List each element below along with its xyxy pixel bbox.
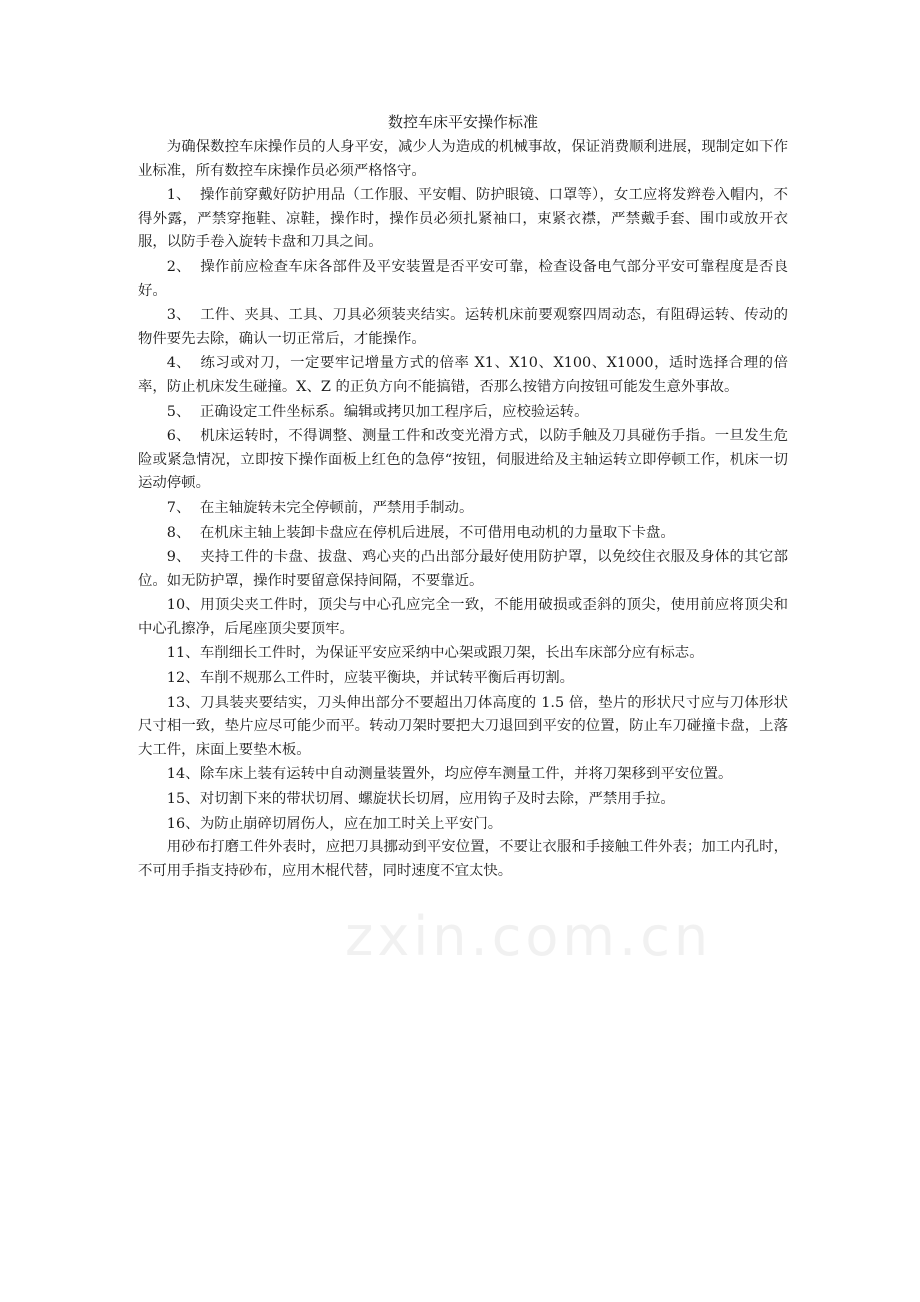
rule-text: 在主轴旋转未完全停顿前，严禁用手制动。 [199, 499, 474, 516]
rule-text: 工件、夹具、工具、刀具必须装夹结实。运转机床前要观察四周动态，有阻碍运转、传动的物件要先去除，确认一切正常后，才能操作。 [138, 307, 788, 347]
rule-text: 车削不规那么工件时，应装平衡块，并试转平衡后再切割。 [199, 670, 575, 687]
rule-number: 1、 [166, 187, 191, 204]
rule-item [138, 497, 788, 521]
rule-number: 12、 [166, 670, 200, 687]
rule-text: 在机床主轴上装卸卡盘应在停机后进展，不可借用电动机的力量取下卡盘。 [199, 524, 675, 541]
document-title: 数控车床平安操作标准 [387, 113, 538, 131]
rule-number: 4、 [166, 355, 191, 372]
rule-item [138, 692, 788, 763]
rule-text: 练习或对刀，一定要牢记增量方式的倍率 X1、X10、X100、X1000，适时选择合理的倍率，防止机床发生碰撞。X、Z 的正负方向不能搞错，否那么按错方向按钮可能发生意外事故。 [138, 355, 788, 395]
rules-list [138, 184, 788, 836]
rule-text: 操作前穿戴好防护用品（工作服、平安帽、防护眼镜、口罩等），女工应将发辫卷入帽内，不得外露，严禁穿拖鞋、凉鞋，操作时，操作员必须扎紧袖口，束紧衣襟，严禁戴手套、围巾或放开衣服，以防手卷入旋转卡盘和刀具之间。 [138, 187, 788, 251]
rule-item [138, 522, 788, 546]
rule-item [138, 594, 788, 641]
rule-text: 用顶尖夹工件时，顶尖与中心孔应完全一致，不能用破损或歪斜的顶尖，使用前应将顶尖和中心孔擦净，后尾座顶尖要顶牢。 [138, 597, 788, 637]
rule-text: 操作前应检查车床各部件及平安装置是否平安可靠，检查设备电气部分平安可靠程度是否良好。 [138, 258, 788, 299]
rule-item [138, 401, 788, 425]
rule-text: 刀具装夹要结实，刀头伸出部分不要超出刀体高度的 1.5 倍，垫片的形状尺寸应与刀体形状尺寸相一致，垫片应尽可能少而平。转动刀架时要把大刀退回到平安的位置，防止车刀碰撞卡盘，上落大工件，床面上要垫木板。 [138, 694, 788, 758]
rule-item [138, 352, 788, 399]
document-page [138, 110, 788, 883]
rule-text: 对切割下来的带状切屑、螺旋状长切屑，应用钩子及时去除，严禁用手拉。 [199, 791, 675, 808]
rule-text: 车削细长工件时，为保证平安应采纳中心架或跟刀架，长出车床部分应有标志。 [199, 645, 704, 662]
rule-number: 13、 [166, 694, 200, 711]
rule-item [138, 184, 788, 255]
rule-number: 15、 [166, 791, 200, 808]
rule-item [138, 788, 788, 812]
rule-item [138, 425, 788, 496]
rule-text: 正确设定工件坐标系。编辑或拷贝加工程序后，应校验运转。 [199, 403, 589, 420]
rule-number: 16、 [166, 815, 200, 832]
rule-number: 6、 [166, 428, 191, 445]
rule-number: 5、 [166, 403, 191, 420]
rule-text: 为防止崩碎切屑伤人，应在加工时关上平安门。 [199, 815, 503, 832]
rule-text: 机床运转时，不得调整、测量工件和改变光滑方式，以防手触及刀具碰伤手指。一旦发生危险或紧急情况，立即按下操作面板上红色的急停“按钮，伺服进给及主轴运转立即停顿工作，机床一切运动停顿。 [138, 428, 788, 492]
rule-number: 3、 [166, 307, 191, 324]
rule-item [138, 642, 788, 666]
rule-item [138, 304, 788, 351]
rule-number: 14、 [166, 766, 200, 783]
rule-text: 除车床上装有运转中自动测量装置外，均应停车测量工件，并将刀架移到平安位置。 [199, 766, 733, 783]
closing-paragraph: 用砂布打磨工件外表时，应把刀具挪动到平安位置，不要让衣服和手接触工件外表；加工内孔时，不可用手指支持砂布，应用木棍代替，同时速度不宜太快。 [138, 839, 788, 879]
rule-item [138, 256, 788, 303]
watermark: zxin.com.cn [345, 905, 713, 968]
rule-item [138, 546, 788, 593]
rule-number: 8、 [166, 524, 191, 541]
rule-text: 夹持工件的卡盘、拔盘、鸡心夹的凸出部分最好使用防护罩，以免绞住衣服及身体的其它部位。如无防护罩，操作时要留意保持间隔，不要靠近。 [138, 549, 788, 589]
rule-number: 7、 [166, 499, 191, 516]
rule-item [138, 813, 788, 837]
rule-item [138, 667, 788, 691]
rule-item [138, 763, 788, 787]
rule-number: 9、 [166, 549, 191, 566]
intro-paragraph: 为确保数控车床操作员的人身平安，减少人为造成的机械事故，保证消费顺利进展，现制定如下作业标准，所有数控车床操作员必须严格恪守。 [138, 139, 788, 179]
rule-number: 2、 [166, 258, 191, 275]
rule-number: 10、 [166, 597, 200, 614]
rule-number: 11、 [166, 645, 200, 662]
